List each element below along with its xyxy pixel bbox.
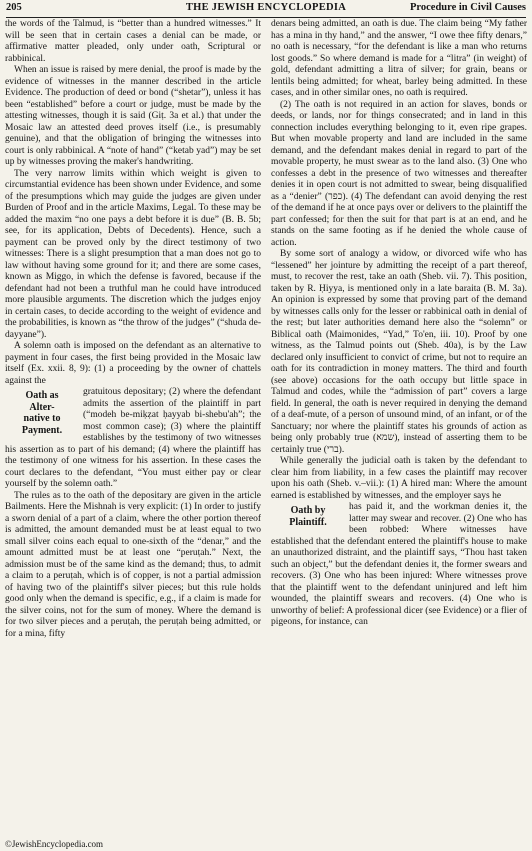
sidenote-line: Payment. <box>21 424 63 436</box>
copyright-footer: ©JewishEncyclopedia.com <box>5 839 104 849</box>
right-column <box>271 19 527 835</box>
header-rule <box>6 17 526 18</box>
paragraph: gratuitous depositary; (2) where the defendant admits the assertion of the plaintiff in part (“modeh be-miḳẓat ḥayyab bi-shebu'ah”; the most common case); (3) where the plaintiff establishes by the testimony of two witnesses his assertion as to part of his demand; (4) where the plaintiff has the testimony of one witness for his assertion. In these cases the court declares to the defendant, “You must either pay or clear yourself by the solemn oath.” <box>5 387 261 489</box>
paragraph: denars being admitted, an oath is due. The claim being “My father has a mina in thy hand,” and the answer, “I owe thee fifty denars,” no oath is necessary, “for the defendant is like a man who returns lost goods.” So where demand is made for a “litra” (in weight) of gold, defendant admitting a litra of silver; for grain, beans or lentils being admitted; for wheat, barley being admitted. In these cases, and in other similar ones, no oath is required. <box>271 19 527 98</box>
journal-title: THE JEWISH ENCYCLOPEDIA <box>185 2 347 13</box>
paragraph: the words of the Talmud, is “better than a hundred witnesses.” It will be seen that in certain cases a denial can be made, or affirmative matter pleaded, only under oath, Scriptural or rabbinical. <box>5 19 261 64</box>
paragraph-text: A solemn oath is imposed on the defendant as an alternative to payment in four cases, the first being provided in the Mosaic law itself (Ex. xxii. 8, 9): (1) a proceeding by the owner of chattels against the <box>5 341 261 386</box>
sidenote-line: Oath by <box>290 505 326 516</box>
sidenote-line: Plaintiff. <box>289 516 327 528</box>
page-number: 205 <box>6 2 22 13</box>
paragraph: (2) The oath is not required in an action for slaves, bonds or deeds, or lands, nor for things consecrated; and in land in this connection includes everything belonging to it, even ripe grapes. But when movable property and land are included in the same demand, and the defendant makes denial in regard to part of the movable property, he must swear as to the land also. (3) One who confesses a debt in the presence of two witnesses and thereafter denies it in open court is not admitted to swear, being disqualified as a “denier” (כפר). (4) The defendant can avoid denying the rest of the demand if he at once pays over or delivers to the plaintiff the part confessed; for then the suit for that part is at an end, and he stands on the same footing as if he denied the whole cause of action. <box>271 99 527 248</box>
running-header <box>6 2 526 16</box>
sidenote-line: Oath as <box>25 390 59 401</box>
paragraph: The very narrow limits within which weight is given to circumstantial evidence has been shown under Evidence, and some of the presumptions which may guide the judges are given under Burden of Proof and in the article Maxims, Legal. To these may be added the maxim “no one pays a debt before it is due” (B. B. 5b; see, for its application, Debts of Decedents). Hence, such a payment can be proved only by the direct testimony of two witnesses: There is a slight presumption that a man does not go to law without having some ground for it; and there are some cases, known as Miggo, in which the defense is favored, because if the defendant had not been a truthful man he could have introduced more plausible arguments. The discretion which the judges enjoy in certain cases, to decide according to the weight of evidence and the probabilities, is known as “the throw of the judges” (“shuda de-dayyane”). <box>5 168 261 340</box>
sidenote-line: Alter- <box>29 401 55 413</box>
sidenote-oath-by-plaintiff <box>271 505 345 528</box>
sidenote-line: native to <box>23 413 61 424</box>
paragraph: While generally the judicial oath is taken by the defendant to clear him from liability, in a few cases the plaintiff may recover upon his oath (Sheb. v.–vii.): (1) A hired man: Where the amount earned is established by witnesses, and the employer says he <box>271 456 527 501</box>
paragraph: has paid it, and the workman denies it, the latter may swear and recover. (2) One who has been robbed: Where witnesses have established that the defendant entered the plaintiff's house to make an unauthorized distraint, and the plaintiff says, “Thou hast taken such an object,” but the defendant denies it, the former swears and recovers. (3) One who has been injured: Where witnesses prove that the plaintiff went to the defendant uninjured and left him wounded, the plaintiff swears and recovers. (4) One who is unworthy of belief: A professional dicer (see Evidence) or a flier of pigeons, for instance, can <box>271 502 527 627</box>
paragraph: By some sort of analogy a widow, or divorced wife who has “lessened” her jointure by admitting the receipt of a part thereof, must, to recover the rest, take an oath (Sheb. vii. 7). This position, taken by R. Ḥiyya, is mentioned only in a late baraita (B. M. 3a). An opinion is expressed by some that proving part of the demand by witnesses calls only for the lesser or rabbinical oath in denial of the rest; but later authorities demand here also the “solemn” or Biblical oath (Maimonides, “Yad,” To'en, iii. 10). Proof by one witness, as the Talmud points out (Sheb. 40a), is by the Law declared only insufficient to convict of crime, but not to require an oath for its contradiction in money matters. The third and fourth (see above) occasions for the oath occupy but little space in Talmud and codes, while the “admission of part” covers a large field. In general, the oath is never required in denying the demand of a deaf-mute, of a person of unsound mind, of an infant, or of the Sanctuary; nor where the plaintiff states his grounds of action as being only probably true (שמא), instead of asserting them to be certainly true (ברי). <box>271 249 527 455</box>
paragraph <box>5 341 261 387</box>
sidenote-oath-alternative <box>5 390 79 436</box>
paragraph: When an issue is raised by mere denial, the proof is made by the evidence of witnesses in the manner described in the article Evidence. The production of deed or bond (“shetar”), unless it has been “established” before a court or judge, must be made by the attesting witnesses, though it is said (Giṭ. 3a et al.) that under the Mosaic law an attested deed proves itself (i.e., is presumably genuine), and that the obligation of bringing the witnesses into court is only rabbinical. A “note of hand” (“ketab yad”) may be set up by witnesses proving the maker's handwriting. <box>5 65 261 167</box>
paragraph: The rules as to the oath of the depositary are given in the article Bailments. Here the Mishnah is very explicit: (1) In order to justify a sworn denial of a part of a claim, where the other portion thereof is admitted, the amount demanded must be at least equal to two small silver coins each equal to one-sixth of the “denar,” and the amount admitted must be at least one “peruṭah.” Next, the admission must be of the same kind as the demand; thus, to admit a claim to a peruṭah, which is of copper, is not a partial admission of having two of the plaintiff's silver pieces; but this rule holds good only when the demand is specific, e.g., if a claim is made for the silver coins, not for the sum of money. Where the demand is for two silver pieces and a peruṭah, the peruṭah being admitted, or for a mina, fifty <box>5 490 261 639</box>
section-title: Procedure in Civil Causes <box>410 2 526 13</box>
left-column <box>5 19 261 835</box>
